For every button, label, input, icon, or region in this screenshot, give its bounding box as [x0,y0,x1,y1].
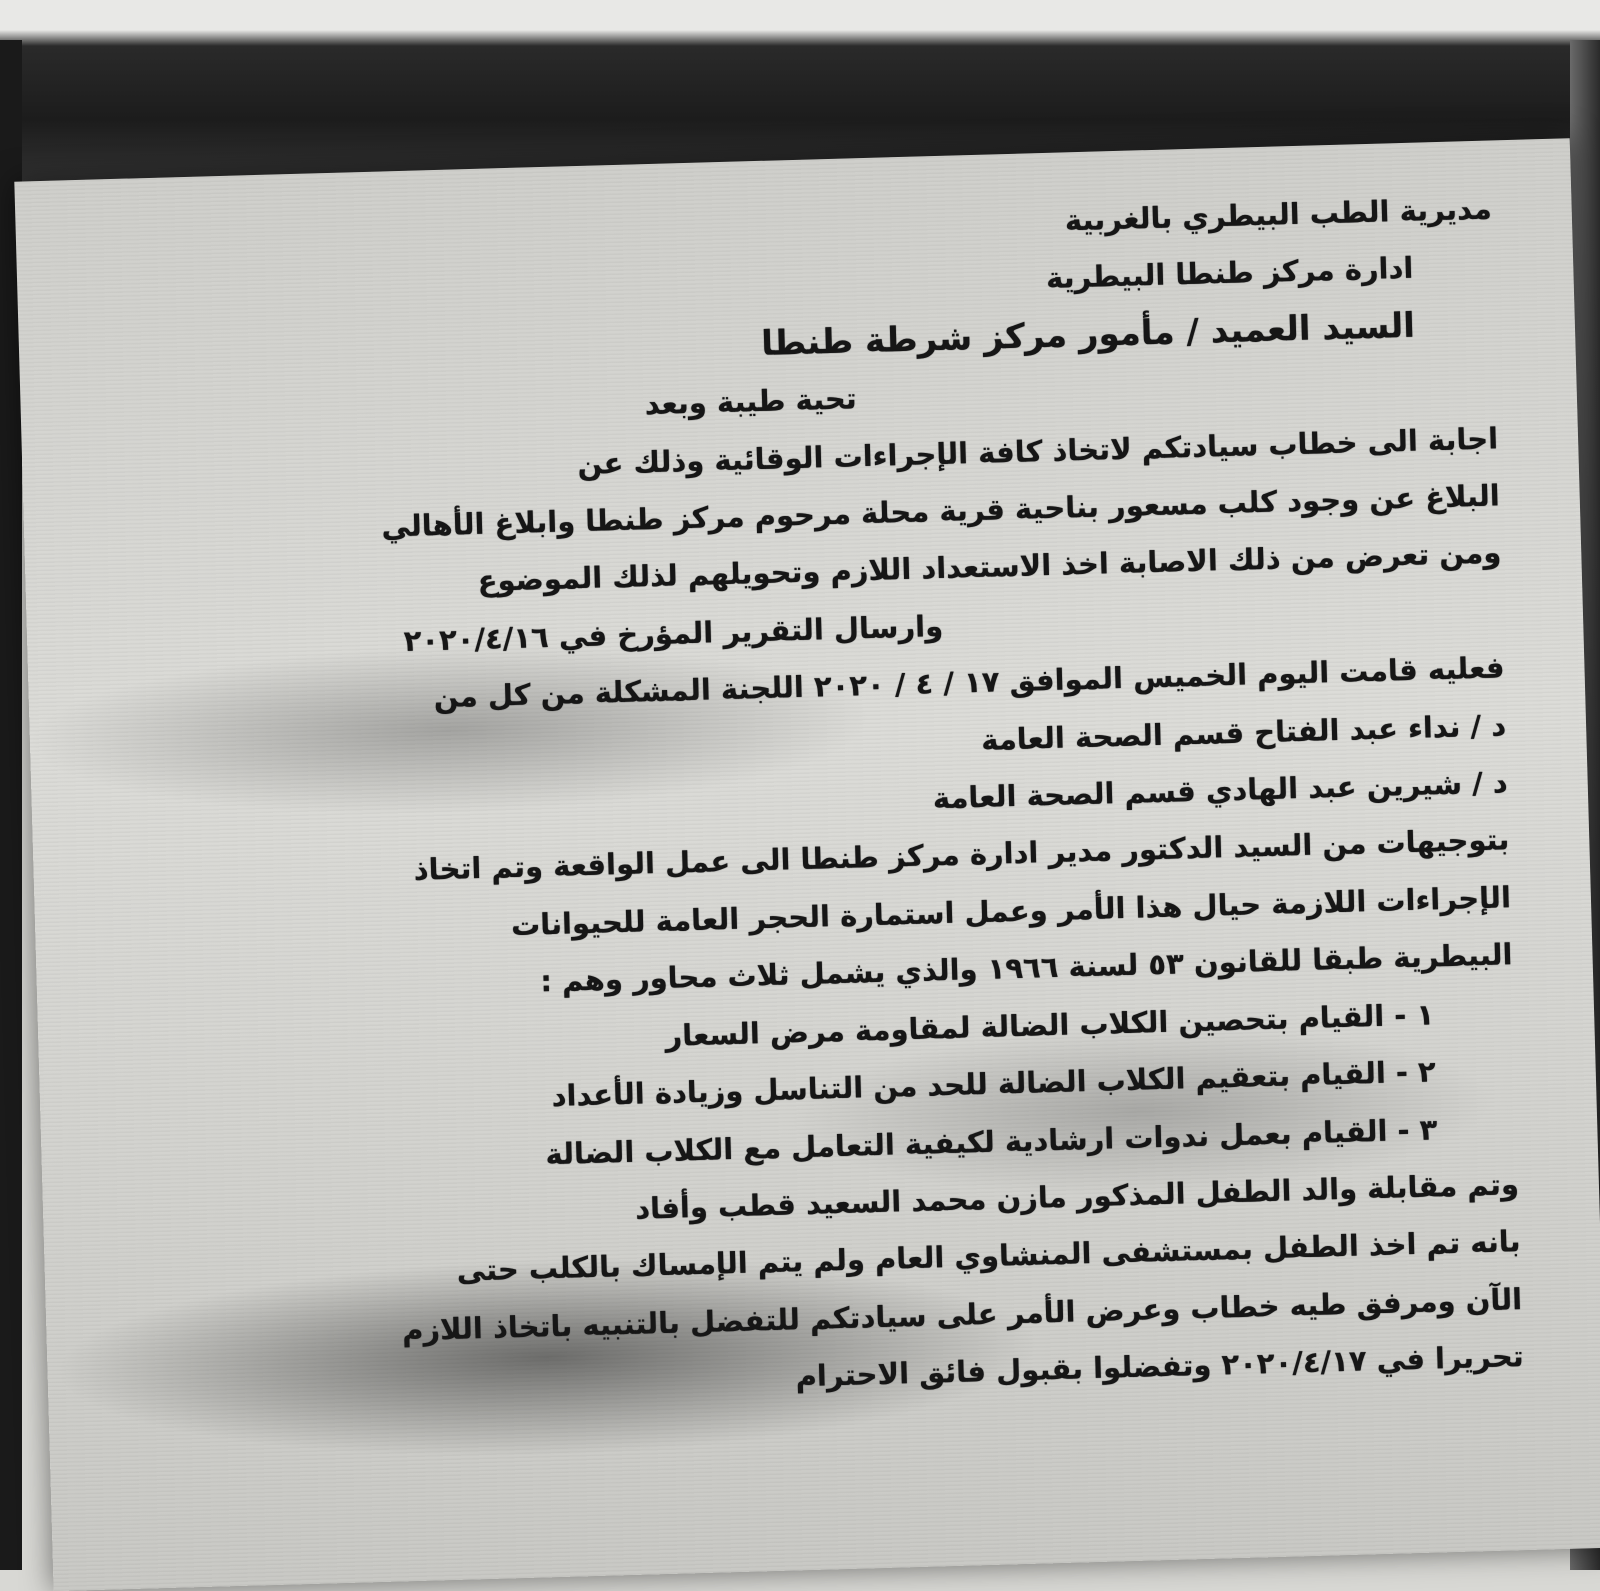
letter-line: وارسال التقرير المؤرخ في ٢٠٢٠/٤/١٦ [403,608,944,658]
letter-closing: تحريرا في ٢٠٢٠/٤/١٧ وتفضلوا بقبول فائق الاحترام [795,1339,1525,1394]
letter-line: البيطرية طبقا للقانون ٥٣ لسنة ١٩٦٦ والذي يشمل ثلاث محاور وهم : [539,937,1513,999]
letter-line: بتوجيهات من السيد الدكتور مدير ادارة مركز طنطا الى عمل الواقعة وتم اتخاذ [413,822,1510,888]
letter-list-item: ٢ - القيام بتعقيم الكلاب الضالة للحد من التناسل وزيادة الأعداد [551,1054,1437,1114]
letter-line: وتم مقابلة والد الطفل المذكور مازن محمد السعيد قطب وأفاد [634,1167,1520,1226]
letter-line: اجابة الى خطاب سيادتكم لاتخاذ كافة الإجراءات الوقائية وذلك عن [576,421,1499,481]
letter-greeting: تحية طيبة وبعد [644,381,858,422]
letter-line: الآن ومرفق طيه خطاب وعرض الأمر على سيادتكم للتفضل بالتنبيه باتخاذ اللازم [401,1281,1523,1348]
letter-list-item: ٣ - القيام بعمل ندوات ارشادية لكيفية التعامل مع الكلاب الضالة [545,1111,1438,1171]
letter-addressee: السيد العميد / مأمور مركز شرطة طنطا [760,305,1416,364]
letter-body [91,180,1524,1424]
letter-list-item: ١ - القيام بتحصين الكلاب الضالة لمقاومة مرض السعار [665,997,1435,1053]
letter-line: البلاغ عن وجود كلب مسعور بناحية قرية محلة مرحوم مركز طنطا وابلاغ الأهالي [381,478,1501,544]
letter-line: الإجراءات اللازمة حيال هذا الأمر وعمل استمارة الحجر العامة للحيوانات [510,880,1512,943]
letter-line: د / شيرين عبد الهادي قسم الصحة العامة [932,765,1509,816]
letter-header-directorate: مديرية الطب البيطري بالغربية [1064,191,1493,238]
letter-header-department: ادارة مركز طنطا البيطرية [1045,251,1414,296]
letter-line: بانه تم اخذ الطفل بمستشفى المنشاوي العام ولم يتم الإمساك بالكلب حتى [456,1224,1521,1289]
letter-line: ومن تعرض من ذلك الاصابة اخذ الاستعداد اللازم وتحويلهم لذلك الموضوع [477,535,1502,599]
handwritten-letter-page [14,138,1600,1591]
letter-line: د / نداء عبد الفتاح قسم الصحة العامة [980,707,1507,757]
letter-line: فعليه قامت اليوم الخميس الموافق ١٧ / ٤ / ٢٠٢٠ اللجنة المشكلة من كل من [433,650,1505,715]
